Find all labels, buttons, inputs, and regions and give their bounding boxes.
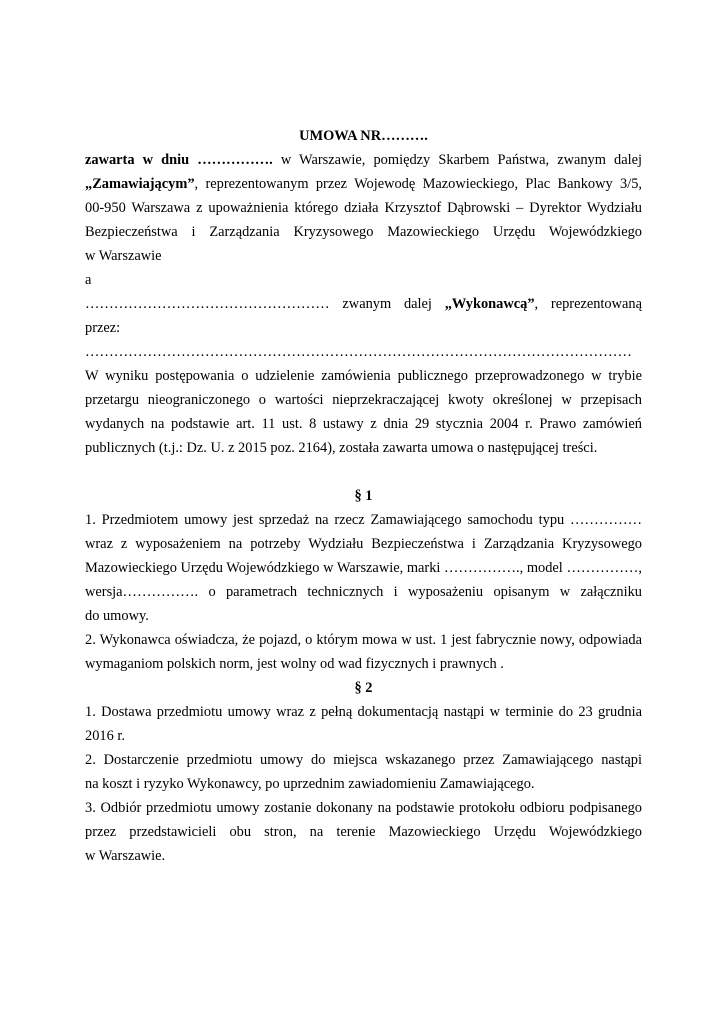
section-1-line-5: do umowy. [85, 608, 149, 624]
section-1-line-2: wraz z wyposażeniem na potrzeby Wydziału Bezpieczeństwa i Zarządzania Kryzysowego [85, 536, 642, 552]
contract-date-label: zawarta w dniu ……………. [85, 152, 273, 168]
section-2-line-5: 3. Odbiór przedmiotu umowy zostanie dokonany na podstawie protokołu odbioru podpisanego [85, 800, 642, 816]
intro-line-2 [85, 172, 642, 196]
intro-line-1 [85, 148, 642, 172]
intro-line-2-text: , reprezentowanym przez Wojewodę Mazowieckiego, Plac Bankowy 3/5, [194, 176, 642, 192]
section-2-line-6: przez przedstawicieli obu stron, na terenie Mazowieckiego Urzędu Wojewódzkiego [85, 824, 642, 840]
section-2-line-1: 1. Dostawa przedmiotu umowy wraz z pełną dokumentacją nastąpi w terminie do 23 grudnia [85, 704, 642, 720]
section-2-line-2: 2016 r. [85, 728, 125, 744]
intro-line-5: w Warszawie [85, 248, 162, 264]
intro-line-7 [85, 292, 642, 340]
document-page [85, 124, 642, 868]
section-2-line-4: na koszt i ryzyko Wykonawcy, po uprzednim zawiadomieniu Zamawiającego. [85, 776, 535, 792]
intro-paragraph-line-4: publicznych (t.j.: Dz. U. z 2015 poz. 2164), została zawarta umowa o następującej treści. [85, 440, 598, 456]
intro-paragraph-line-1: W wyniku postępowania o udzielenie zamówienia publicznego przeprowadzonego w trybie [85, 368, 642, 384]
section-1-heading: § 1 [354, 488, 373, 504]
intro-line-8: …………………………………………………………………………………………………… [85, 344, 632, 360]
intro-line-1-text: w Warszawie, pomiędzy Skarbem Państwa, zwanym dalej [272, 152, 642, 168]
intro-line-6: a [85, 272, 92, 288]
intro-line-4: Bezpieczeństwa i Zarządzania Kryzysowego Mazowieckiego Urzędu Wojewódzkiego [85, 224, 642, 240]
intro-line-7-text: , reprezentowaną przez: [85, 296, 642, 336]
section-2-line-3: 2. Dostarczenie przedmiotu umowy do miejsca wskazanego przez Zamawiającego nastąpi [85, 752, 642, 768]
section-2-line-7: w Warszawie. [85, 848, 166, 864]
section-1-line-3: Mazowieckiego Urzędu Wojewódzkiego w Warszawie, marki ……………., model ……………, [85, 560, 642, 576]
section-1-line-6: 2. Wykonawca oświadcza, że pojazd, o którym mowa w ust. 1 jest fabrycznie nowy, odpowiada [85, 632, 642, 648]
intro-paragraph-line-3: wydanych na podstawie art. 11 ust. 8 ustawy z dnia 29 stycznia 2004 r. Prawo zamówień [85, 416, 642, 432]
section-1-line-4: wersja……………. o parametrach technicznych i wyposażeniu opisanym w załączniku [85, 584, 642, 600]
document-title: UMOWA NR………. [299, 128, 428, 144]
contractor-term: „Wykonawcą” [444, 296, 535, 312]
section-2-heading: § 2 [354, 680, 373, 696]
contractor-placeholder: …………………………………………… zwanym dalej [85, 296, 445, 312]
spacer [85, 460, 642, 484]
intro-line-3: 00-950 Warszawa z upoważnienia którego działa Krzysztof Dąbrowski – Dyrektor Wydziału [85, 200, 642, 216]
section-1-line-7: wymaganiom polskich norm, jest wolny od wad fizycznych i prawnych . [85, 656, 504, 672]
section-1-line-1: 1. Przedmiotem umowy jest sprzedaż na rzecz Zamawiającego samochodu typu …………… [85, 512, 642, 528]
intro-paragraph-line-2: przetargu nieograniczonego o wartości nieprzekraczającej kwoty określonej w przepisach [85, 392, 642, 408]
ordering-party-term: „Zamawiającym” [85, 176, 195, 192]
